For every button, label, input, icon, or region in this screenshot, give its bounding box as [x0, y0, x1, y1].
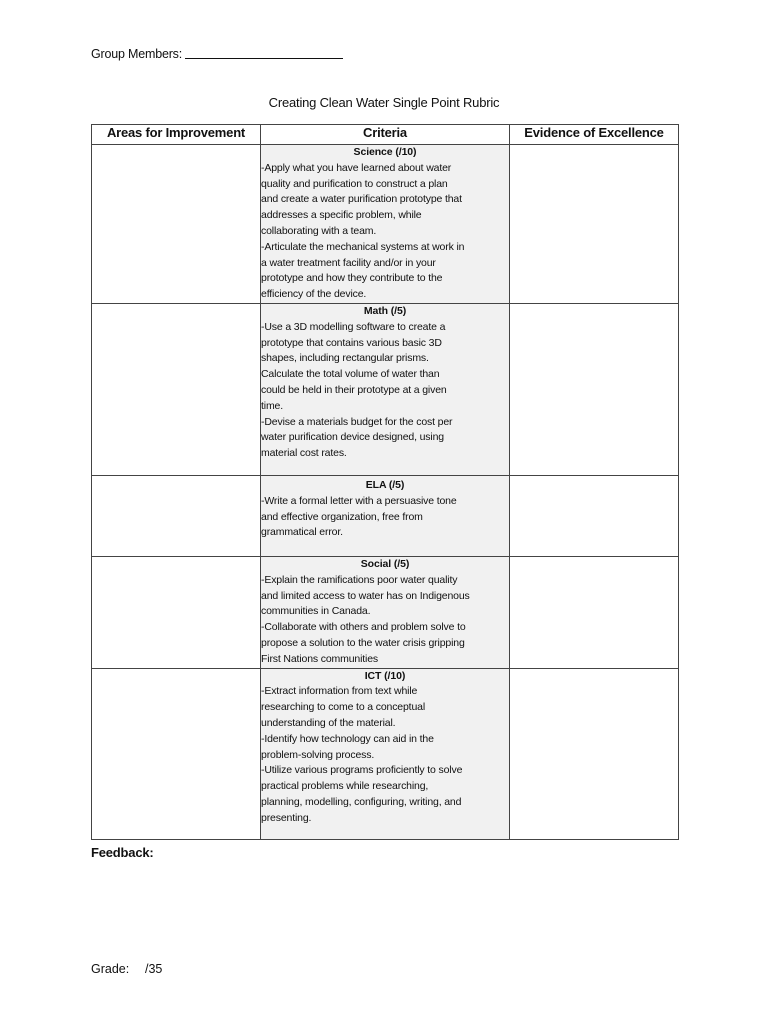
grade-label: Grade:: [91, 962, 130, 976]
rubric-table: [91, 124, 679, 840]
criteria-cell-social: [261, 556, 510, 668]
rubric-row-ela: [92, 475, 679, 556]
grade-total: /35: [145, 962, 163, 976]
feedback-label: Feedback:: [91, 845, 154, 860]
criteria-line: could be held in their prototype at a given: [261, 383, 447, 396]
criteria-cell-ela: [261, 475, 510, 556]
improvement-cell-ela[interactable]: [92, 475, 261, 556]
improvement-cell-math[interactable]: [92, 303, 261, 475]
criteria-line: Calculate the total volume of water than: [261, 368, 440, 381]
criteria-line: First Nations communities: [261, 652, 379, 665]
improvement-cell-social[interactable]: [92, 556, 261, 668]
header-criteria: Criteria: [261, 125, 510, 145]
criteria-line: -Write a formal letter with a persuasive tone: [261, 494, 457, 507]
criteria-line: -Apply what you have learned about water: [261, 161, 452, 174]
excellence-cell-ict[interactable]: [510, 668, 679, 839]
rubric-row-social: [92, 556, 679, 668]
header-evidence-of-excellence: Evidence of Excellence: [510, 125, 679, 145]
criteria-line: collaborating with a team.: [261, 224, 377, 237]
rubric-row-math: [92, 303, 679, 475]
criteria-line: and limited access to water has on Indigenous: [261, 589, 470, 602]
criteria-line: -Collaborate with others and problem solve to: [261, 621, 466, 634]
criteria-cell-science: [261, 145, 510, 304]
criteria-line: -Explain the ramifications poor water quality: [261, 573, 458, 586]
group-members-blank[interactable]: [185, 46, 343, 59]
criteria-line: addresses a specific problem, while: [261, 209, 422, 222]
criteria-line: time.: [261, 399, 284, 412]
criteria-line: -Extract information from text while: [261, 685, 418, 698]
criteria-line: propose a solution to the water crisis gripping: [261, 636, 465, 649]
criteria-cell-ict: [261, 668, 510, 839]
criteria-line: understanding of the material.: [261, 716, 396, 729]
rubric-row-ict: [92, 668, 679, 839]
criteria-line: -Utilize various programs proficiently to solve: [261, 764, 463, 777]
subject-heading: ICT (/10): [364, 669, 406, 682]
header-areas-for-improvement: Areas for Improvement: [92, 125, 261, 145]
excellence-cell-science[interactable]: [510, 145, 679, 304]
criteria-line: -Identify how technology can aid in the: [261, 732, 434, 745]
criteria-line: efficiency of the device.: [261, 288, 367, 301]
criteria-line: -Use a 3D modelling software to create a: [261, 320, 446, 333]
group-members-label: Group Members:: [91, 47, 182, 61]
subject-heading: Science (/10): [353, 146, 417, 158]
criteria-line: -Devise a materials budget for the cost per: [261, 415, 453, 428]
excellence-cell-math[interactable]: [510, 303, 679, 475]
criteria-line: and create a water purification prototype that: [261, 193, 462, 206]
criteria-cell-math: [261, 303, 510, 475]
criteria-line: -Articulate the mechanical systems at work in: [261, 240, 465, 253]
criteria-line: communities in Canada.: [261, 605, 371, 618]
criteria-line: a water treatment facility and/or in your: [261, 256, 436, 269]
improvement-cell-ict[interactable]: [92, 668, 261, 839]
criteria-line: grammatical error.: [261, 526, 343, 539]
document-title: Creating Clean Water Single Point Rubric: [268, 95, 500, 110]
criteria-line: water purification device designed, using: [261, 431, 444, 444]
criteria-line: planning, modelling, configuring, writing, and: [261, 795, 462, 808]
criteria-line: shapes, including rectangular prisms.: [261, 352, 429, 365]
improvement-cell-science[interactable]: [92, 145, 261, 304]
rubric-header-row: [92, 125, 679, 145]
group-members-line: [91, 46, 343, 61]
excellence-cell-social[interactable]: [510, 556, 679, 668]
criteria-line: problem-solving process.: [261, 748, 375, 761]
criteria-line: prototype that contains various basic 3D: [261, 336, 442, 349]
criteria-line: researching to come to a conceptual: [261, 701, 426, 714]
excellence-cell-ela[interactable]: [510, 475, 679, 556]
subject-heading: Math (/5): [363, 304, 407, 317]
criteria-line: presenting.: [261, 811, 312, 824]
rubric-row-science: [92, 145, 679, 304]
grade-line: [91, 962, 162, 976]
criteria-line: material cost rates.: [261, 447, 347, 460]
criteria-line: practical problems while researching,: [261, 780, 429, 793]
criteria-line: and effective organization, free from: [261, 510, 423, 523]
criteria-line: quality and purification to construct a plan: [261, 177, 448, 190]
subject-heading: ELA (/5): [365, 478, 405, 491]
subject-heading: Social (/5): [360, 557, 410, 570]
criteria-line: prototype and how they contribute to the: [261, 272, 443, 285]
